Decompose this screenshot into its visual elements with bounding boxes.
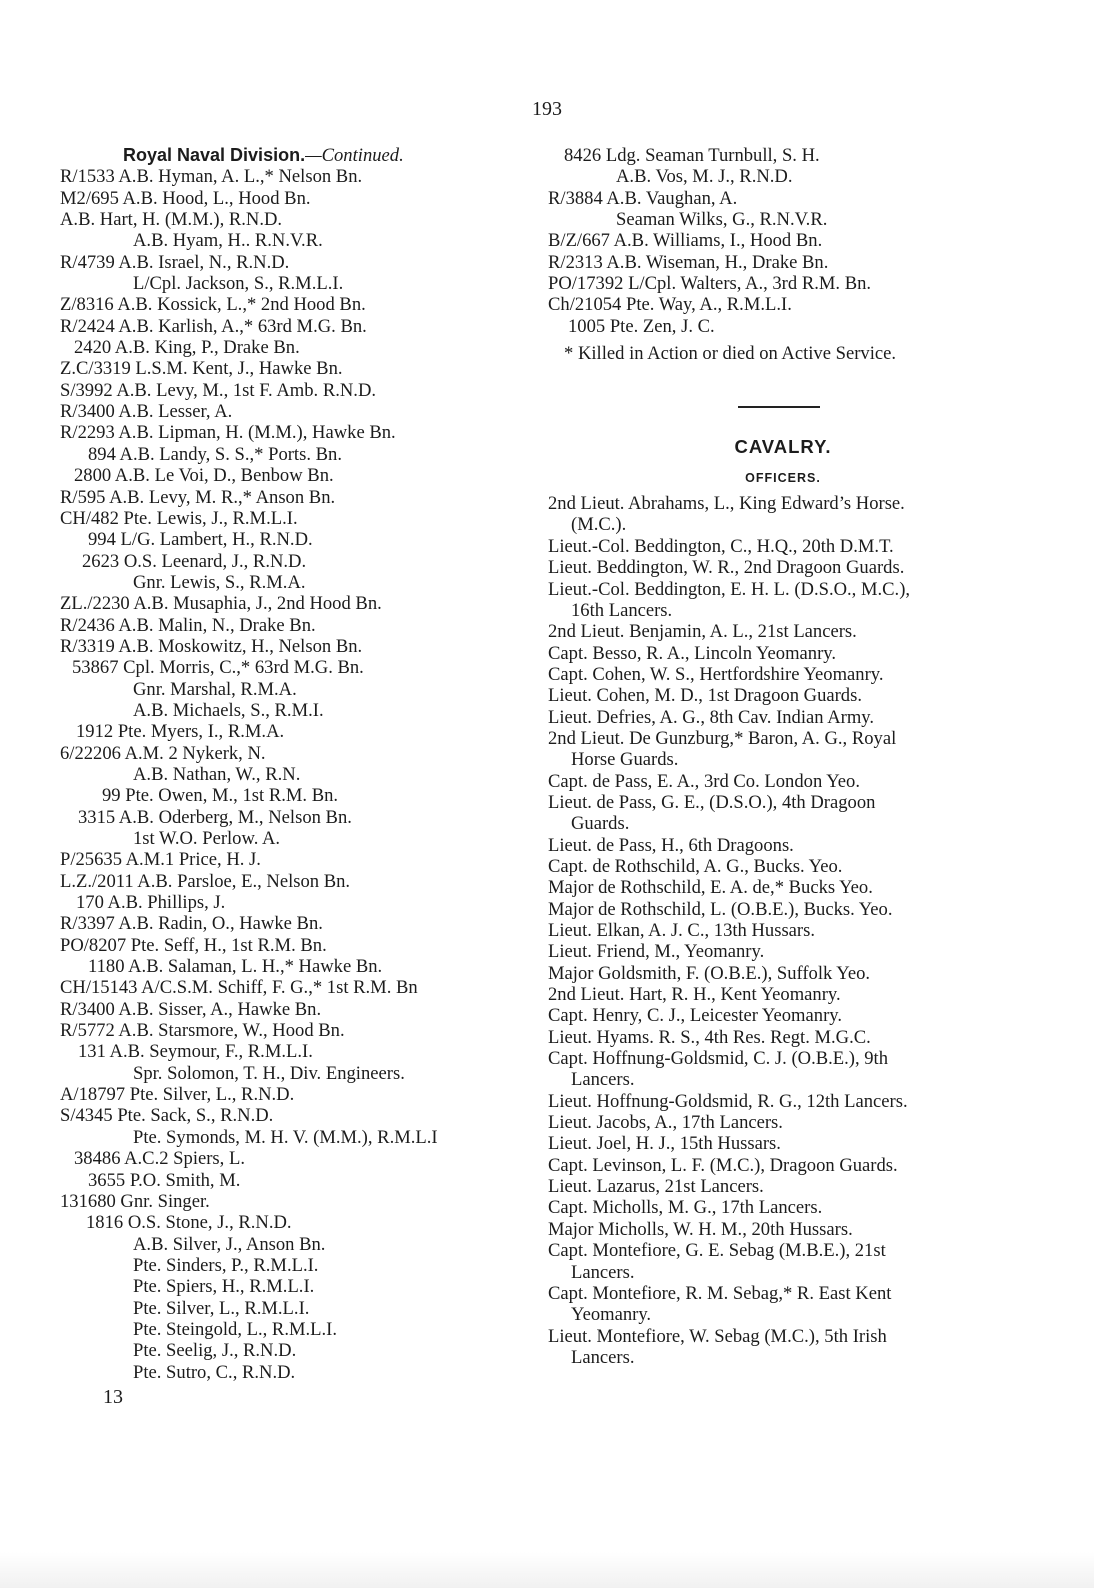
list-entry: L.Z./2011 A.B. Parsloe, E., Nelson Bn. [60,870,351,892]
officer-entry: Lieut. Beddington, W. R., 2nd Dragoon Guards. [548,557,905,579]
list-entry: R/3319 A.B. Moskowitz, H., Nelson Bn. [60,635,363,657]
rnd-heading-continued: —Continued. [305,145,404,166]
officer-entry: Lieut.-Col. Beddington, E. H. L. (D.S.O., M.C.), [548,578,911,600]
rnd-continued-list [548,145,1018,337]
scan-bottom-edge [0,1552,1094,1588]
officer-entry: Capt. Besso, R. A., Lincoln Yeomanry. [548,642,837,664]
officer-entry: Lieut. Hyams. R. S., 4th Res. Regt. M.G.C. [548,1026,871,1048]
list-entry: Z.C/3319 L.S.M. Kent, J., Hawke Bn. [60,358,343,380]
officer-entry: Capt. Hoffnung-Goldsmid, C. J. (O.B.E.), 9th [548,1048,889,1070]
officer-entry-continuation: Guards. [571,813,630,835]
officer-entry: Lieut. Hoffnung-Goldsmid, R. G., 12th Lancers. [548,1090,908,1112]
footnote: * Killed in Action or died on Active Service. [564,343,897,365]
officer-entry: 2nd Lieut. Benjamin, A. L., 21st Lancers. [548,621,857,643]
officer-entry: Major Micholls, W. H. M., 20th Hussars. [548,1218,853,1240]
list-entry: S/3992 A.B. Levy, M., 1st F. Amb. R.N.D. [60,379,377,401]
officer-entry: Lieut. Defries, A. G., 8th Cav. Indian Army. [548,706,875,728]
officer-entry: Lieut. Jacobs, A., 17th Lancers. [548,1112,783,1134]
list-entry: S/4345 Pte. Sack, S., R.N.D. [60,1105,274,1127]
list-entry: 1912 Pte. Myers, I., R.M.A. [76,721,285,743]
officer-entry: Lieut. Joel, H. J., 15th Hussars. [548,1133,781,1155]
list-entry: R/4739 A.B. Israel, N., R.N.D. [60,251,290,273]
officer-entry-continuation: (M.C.). [571,514,627,536]
list-entry: 2623 O.S. Leenard, J., R.N.D. [82,550,307,572]
list-entry: Spr. Solomon, T. H., Div. Engineers. [133,1062,405,1084]
signature-mark: 13 [103,1386,123,1408]
list-entry: Pte. Sutro, C., R.N.D. [133,1361,296,1383]
officer-entry-continuation: 16th Lancers. [571,599,673,621]
list-entry: P/25635 A.M.1 Price, H. J. [60,849,261,871]
officer-entry-continuation: Lancers. [571,1346,635,1368]
list-entry: CH/482 Pte. Lewis, J., R.M.L.I. [60,507,298,529]
list-entry: R/1533 A.B. Hyman, A. L.,* Nelson Bn. [60,166,363,188]
officer-entry: Lieut. Lazarus, 21st Lancers. [548,1176,764,1198]
officer-entry: Capt. Micholls, M. G., 17th Lancers. [548,1197,823,1219]
cavalry-heading: CAVALRY. [734,436,832,458]
list-entry: R/3884 A.B. Vaughan, A. [548,187,738,209]
list-entry: 99 Pte. Owen, M., 1st R.M. Bn. [102,785,339,807]
list-entry: 170 A.B. Phillips, J. [76,892,226,914]
list-entry: PO/8207 Pte. Seff, H., 1st R.M. Bn. [60,934,327,956]
section-divider [738,406,820,408]
list-entry: Pte. Silver, L., R.M.L.I. [133,1297,310,1319]
list-entry: 894 A.B. Landy, S. S.,* Ports. Bn. [88,443,342,465]
cavalry-entry-list [548,493,1018,1368]
list-entry: 1180 A.B. Salaman, L. H.,* Hawke Bn. [88,956,383,978]
list-entry: A.B. Hyam, H.. R.N.V.R. [133,230,323,252]
list-entry: Pte. Spiers, H., R.M.L.I. [133,1276,315,1298]
left-column [60,145,540,1383]
list-entry: CH/15143 A/C.S.M. Schiff, F. G.,* 1st R.M. Bn [60,977,418,999]
officer-entry: Lieut. Cohen, M. D., 1st Dragoon Guards. [548,685,862,707]
officer-entry: Capt. de Pass, E. A., 3rd Co. London Yeo. [548,770,860,792]
list-entry: A.B. Silver, J., Anson Bn. [133,1233,326,1255]
officer-entry: Lieut. Elkan, A. J. C., 13th Hussars. [548,920,816,941]
right-column [548,145,1018,1368]
list-entry: 131680 Gnr. Singer. [60,1190,210,1212]
list-entry: 131 A.B. Seymour, F., R.M.L.I. [78,1041,313,1063]
list-entry: R/2293 A.B. Lipman, H. (M.M.), Hawke Bn. [60,422,396,444]
officer-entry: Lieut.-Col. Beddington, C., H.Q., 20th D.M.T. [548,535,894,557]
rnd-heading [60,145,540,166]
list-entry: 38486 A.C.2 Spiers, L. [74,1148,245,1170]
list-entry: A.B. Vos, M. J., R.N.D. [616,166,793,188]
officer-entry: Lieut. Friend, M., Yeomanry. [548,941,765,963]
list-entry: R/5772 A.B. Starsmore, W., Hood Bn. [60,1020,345,1042]
list-entry: Gnr. Lewis, S., R.M.A. [133,571,306,593]
list-entry: B/Z/667 A.B. Williams, I., Hood Bn. [548,230,823,252]
officer-entry: Major de Rothschild, L. (O.B.E.), Bucks. Yeo. [548,898,893,920]
list-entry: Pte. Sinders, P., R.M.L.I. [133,1254,319,1276]
list-entry: Gnr. Marshal, R.M.A. [133,678,297,700]
officer-entry: Major Goldsmith, F. (O.B.E.), Suffolk Yeo. [548,962,871,984]
list-entry: 6/22206 A.M. 2 Nykerk, N. [60,742,266,764]
list-entry: L/Cpl. Jackson, S., R.M.L.I. [133,273,344,295]
list-entry: Pte. Symonds, M. H. V. (M.M.), R.M.L.I [133,1126,438,1148]
officer-entry-continuation: Horse Guards. [571,749,679,771]
page-number: 193 [532,98,562,120]
officer-entry: Capt. Henry, C. J., Leicester Yeomanry. [548,1005,842,1027]
list-entry: 1816 O.S. Stone, J., R.N.D. [86,1212,292,1234]
list-entry: PO/17392 L/Cpl. Walters, A., 3rd R.M. Bn. [548,273,872,295]
list-entry: A.B. Michaels, S., R.M.I. [133,699,324,721]
officer-entry: 2nd Lieut. Hart, R. H., Kent Yeomanry. [548,984,841,1006]
list-entry: R/3400 A.B. Sisser, A., Hawke Bn. [60,998,322,1020]
list-entry: Pte. Seelig, J., R.N.D. [133,1340,297,1362]
list-entry: 8426 Ldg. Seaman Turnbull, S. H. [564,145,820,166]
officer-entry-continuation: Lancers. [571,1069,635,1091]
list-entry: R/3400 A.B. Lesser, A. [60,401,233,423]
officer-entry: Capt. Cohen, W. S., Hertfordshire Yeomanry. [548,663,884,685]
list-entry: 3315 A.B. Oderberg, M., Nelson Bn. [78,806,352,828]
list-entry: A/18797 Pte. Silver, L., R.N.D. [60,1084,295,1106]
officer-entry: Lieut. de Pass, H., 6th Dragoons. [548,834,794,856]
officer-entry-continuation: Lancers. [571,1261,635,1283]
officers-subheading: OFFICERS. [745,470,821,485]
list-entry: 994 L/G. Lambert, H., R.N.D. [88,529,313,551]
list-entry: R/595 A.B. Levy, M. R.,* Anson Bn. [60,486,336,508]
rnd-entry-list [60,166,540,1383]
officer-entry: Capt. de Rothschild, A. G., Bucks. Yeo. [548,855,843,877]
officer-entry: Lieut. Montefiore, W. Sebag (M.C.), 5th Irish [548,1325,887,1347]
list-entry: A.B. Hart, H. (M.M.), R.N.D. [60,209,283,231]
list-entry: 53867 Cpl. Morris, C.,* 63rd M.G. Bn. [72,657,364,679]
list-entry: A.B. Nathan, W., R.N. [133,763,301,785]
list-entry: 1005 Pte. Zen, J. C. [568,315,715,337]
officer-entry: Capt. Montefiore, G. E. Sebag (M.B.E.), 21st [548,1240,886,1262]
list-entry: 2420 A.B. King, P., Drake Bn. [74,337,300,359]
list-entry: 3655 P.O. Smith, M. [88,1169,241,1191]
officer-entry: Capt. Levinson, L. F. (M.C.), Dragoon Guards. [548,1154,898,1176]
list-entry: R/2436 A.B. Malin, N., Drake Bn. [60,614,316,636]
officer-entry: Capt. Montefiore, R. M. Sebag,* R. East Kent [548,1282,892,1304]
officer-entry: Lieut. de Pass, G. E., (D.S.O.), 4th Dragoon [548,791,876,813]
officer-entry: 2nd Lieut. Abrahams, L., King Edward’s Horse. [548,493,905,515]
list-entry: Z/8316 A.B. Kossick, L.,* 2nd Hood Bn. [60,294,366,316]
list-entry: 1st W.O. Perlow. A. [133,828,281,849]
list-entry: R/2424 A.B. Karlish, A.,* 63rd M.G. Bn. [60,315,367,337]
list-entry: M2/695 A.B. Hood, L., Hood Bn. [60,187,311,209]
list-entry: R/3397 A.B. Radin, O., Hawke Bn. [60,913,323,935]
rnd-heading-title: Royal Naval Division. [123,145,306,165]
list-entry: Seaman Wilks, G., R.N.V.R. [616,209,828,231]
list-entry: ZL./2230 A.B. Musaphia, J., 2nd Hood Bn. [60,593,382,615]
list-entry: 2800 A.B. Le Voi, D., Benbow Bn. [74,465,334,487]
list-entry: Pte. Steingold, L., R.M.L.I. [133,1318,338,1340]
list-entry: Ch/21054 Pte. Way, A., R.M.L.I. [548,294,792,316]
officer-entry: 2nd Lieut. De Gunzburg,* Baron, A. G., Royal [548,727,897,749]
officer-entry: Major de Rothschild, E. A. de,* Bucks Yeo. [548,877,873,899]
officer-entry-continuation: Yeomanry. [571,1304,652,1326]
list-entry: R/2313 A.B. Wiseman, H., Drake Bn. [548,251,829,273]
